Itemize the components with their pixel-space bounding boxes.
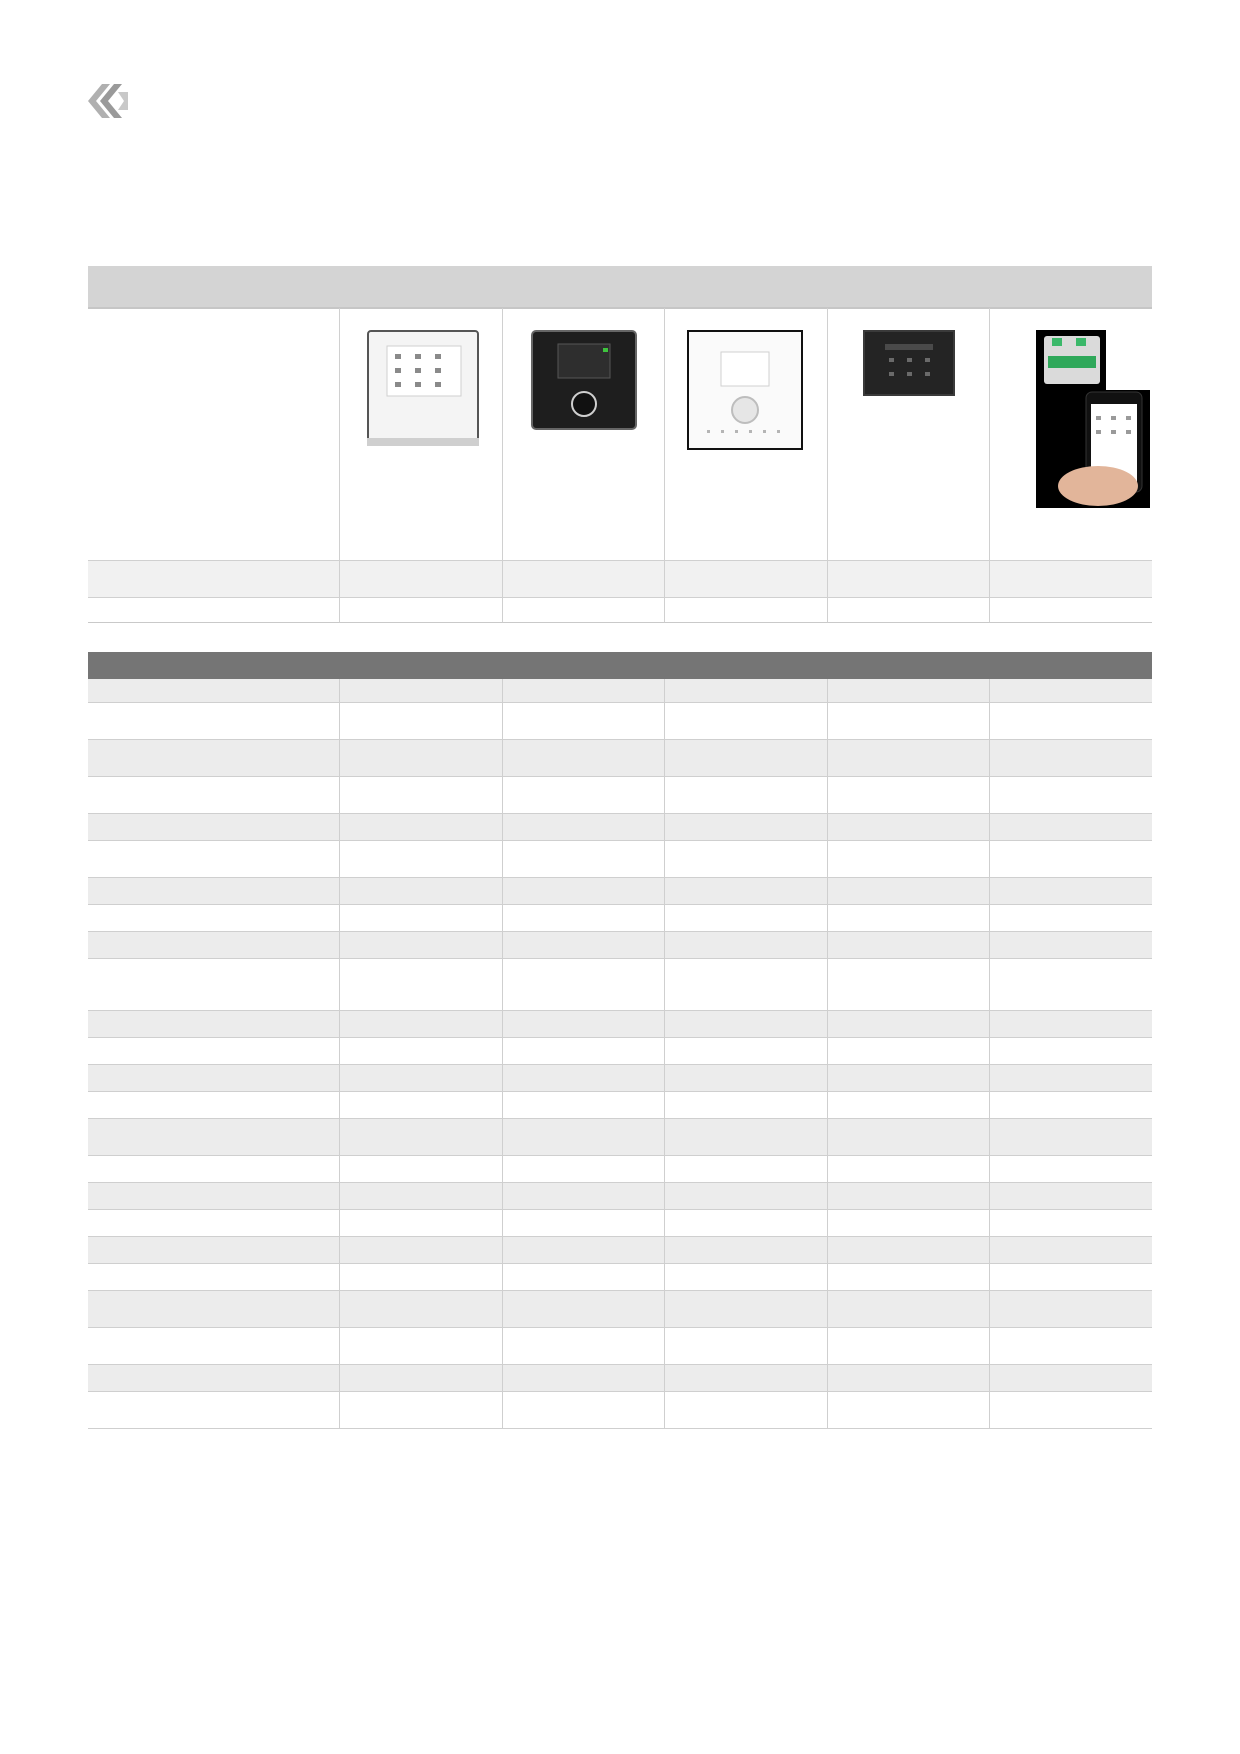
spec-cell [664, 1328, 827, 1365]
spec-cell [88, 1291, 339, 1328]
spec-cell [989, 1365, 1152, 1392]
spec-cell [827, 703, 990, 740]
spec-cell [989, 959, 1152, 1011]
spec-cell [989, 1065, 1152, 1092]
product-header-band [88, 266, 1152, 309]
spec-cell [502, 1011, 665, 1038]
spec-cell [502, 777, 665, 814]
spec-cell [502, 1264, 665, 1291]
spec-cell [502, 1183, 665, 1210]
spec-cell [989, 1237, 1152, 1264]
spec-cell [664, 1291, 827, 1328]
spec-cell [664, 777, 827, 814]
spec-cell [502, 1237, 665, 1264]
spec-cell [502, 679, 665, 703]
spec-cell [502, 959, 665, 1011]
spec-cell [989, 1119, 1152, 1156]
spec-cell [827, 679, 990, 703]
spec-cell [88, 1392, 339, 1429]
spec-cell [339, 932, 502, 959]
spec-cell [989, 679, 1152, 703]
spec-cell [502, 1119, 665, 1156]
spec-cell [664, 1092, 827, 1119]
meta-cell [989, 560, 1152, 597]
spec-cell [339, 1011, 502, 1038]
black-dial-panel-icon [531, 330, 637, 430]
spec-section-band [88, 652, 1152, 679]
spec-table [88, 679, 1152, 1429]
spec-cell [827, 814, 990, 841]
spec-cell [339, 1183, 502, 1210]
spec-cell [502, 1065, 665, 1092]
spec-cell [827, 1264, 990, 1291]
spec-cell [827, 1328, 990, 1365]
spec-cell [827, 1092, 990, 1119]
spec-cell [989, 1038, 1152, 1065]
meta-cell [664, 560, 827, 597]
spec-cell [339, 1038, 502, 1065]
spec-cell [88, 1011, 339, 1038]
meta-cell [502, 597, 665, 623]
spec-cell [88, 814, 339, 841]
meta-cell [502, 560, 665, 597]
spec-cell [502, 878, 665, 905]
spec-cell [502, 1092, 665, 1119]
spec-cell [339, 679, 502, 703]
spec-cell [827, 1065, 990, 1092]
meta-cell [88, 597, 339, 623]
spec-cell [88, 1365, 339, 1392]
spec-cell [989, 905, 1152, 932]
spec-cell [989, 841, 1152, 878]
spec-cell [827, 1365, 990, 1392]
spec-cell [502, 1365, 665, 1392]
spec-cell [502, 1392, 665, 1429]
spec-cell [827, 1210, 990, 1237]
meta-cell [827, 560, 990, 597]
spec-cell [339, 878, 502, 905]
spec-cell [989, 740, 1152, 777]
spec-cell [664, 1392, 827, 1429]
spec-cell [88, 841, 339, 878]
spec-cell [502, 703, 665, 740]
spec-cell [827, 740, 990, 777]
meta-cell [339, 597, 502, 623]
spec-cell [88, 959, 339, 1011]
meta-cell [989, 597, 1152, 623]
spec-cell [88, 1210, 339, 1237]
meta-cell [827, 597, 990, 623]
spec-cell [339, 1065, 502, 1092]
spec-cell [88, 878, 339, 905]
spec-cell [989, 1328, 1152, 1365]
spec-cell [989, 703, 1152, 740]
spec-cell [664, 1065, 827, 1092]
spec-cell [827, 932, 990, 959]
spec-cell [664, 1264, 827, 1291]
dark-display-panel-icon [863, 330, 955, 396]
spec-cell [88, 1065, 339, 1092]
spec-cell [664, 679, 827, 703]
product-cell-5 [989, 308, 1152, 560]
spec-cell [827, 841, 990, 878]
spec-cell [664, 703, 827, 740]
spec-cell [502, 740, 665, 777]
spec-cell [989, 932, 1152, 959]
spec-cell [989, 1291, 1152, 1328]
spec-cell [88, 777, 339, 814]
spec-cell [827, 1156, 990, 1183]
spec-cell [502, 1328, 665, 1365]
spec-cell [339, 740, 502, 777]
gateway-and-phone-icon [1036, 330, 1150, 508]
spec-cell [88, 1328, 339, 1365]
spec-cell [88, 932, 339, 959]
spec-cell [827, 1291, 990, 1328]
spec-cell [664, 878, 827, 905]
spec-cell [88, 905, 339, 932]
spec-cell [502, 932, 665, 959]
spec-cell [664, 814, 827, 841]
spec-cell [339, 1210, 502, 1237]
spec-cell [339, 841, 502, 878]
spec-cell [88, 1038, 339, 1065]
spec-cell [664, 1156, 827, 1183]
spec-cell [664, 1210, 827, 1237]
meta-cell [339, 560, 502, 597]
spec-cell [664, 959, 827, 1011]
spec-cell [989, 1264, 1152, 1291]
spec-cell [339, 1237, 502, 1264]
spec-cell [339, 905, 502, 932]
spec-cell [502, 1038, 665, 1065]
spec-cell [88, 1119, 339, 1156]
spec-cell [827, 1392, 990, 1429]
spec-cell [664, 1011, 827, 1038]
spec-cell [827, 878, 990, 905]
spec-cell [339, 1365, 502, 1392]
spec-cell [989, 1392, 1152, 1429]
spec-cell [989, 878, 1152, 905]
product-cell-3 [664, 308, 827, 560]
spec-cell [339, 1291, 502, 1328]
spec-cell [989, 777, 1152, 814]
spec-cell [827, 1038, 990, 1065]
spec-cell [989, 1210, 1152, 1237]
spec-cell [339, 1156, 502, 1183]
product-cell-2 [502, 308, 665, 560]
spec-cell [88, 1156, 339, 1183]
spec-cell [989, 1156, 1152, 1183]
spec-cell [339, 1392, 502, 1429]
spec-cell [339, 1264, 502, 1291]
spec-cell [664, 841, 827, 878]
spec-cell [664, 1183, 827, 1210]
spec-cell [88, 703, 339, 740]
spec-cell [502, 1291, 665, 1328]
spec-cell [664, 1119, 827, 1156]
spec-cell [989, 1092, 1152, 1119]
label-column-cell [88, 308, 339, 560]
white-dial-panel-icon [687, 330, 803, 450]
meta-cell [88, 560, 339, 597]
spec-cell [664, 932, 827, 959]
spec-cell [339, 959, 502, 1011]
product-grid [88, 308, 1152, 623]
spec-cell [664, 905, 827, 932]
spec-cell [339, 777, 502, 814]
spec-cell [827, 905, 990, 932]
spec-cell [88, 1092, 339, 1119]
spec-cell [502, 1210, 665, 1237]
spec-cell [989, 1011, 1152, 1038]
spec-cell [827, 959, 990, 1011]
meta-cell [664, 597, 827, 623]
spec-cell [502, 1156, 665, 1183]
spec-cell [88, 1237, 339, 1264]
spec-cell [827, 1011, 990, 1038]
spec-cell [88, 679, 339, 703]
spec-cell [339, 1328, 502, 1365]
spec-cell [664, 740, 827, 777]
spec-cell [502, 841, 665, 878]
spec-cell [664, 1038, 827, 1065]
spec-cell [88, 740, 339, 777]
spec-cell [502, 905, 665, 932]
spec-cell [664, 1237, 827, 1264]
spec-cell [88, 1264, 339, 1291]
spec-cell [827, 1183, 990, 1210]
spec-cell [339, 703, 502, 740]
spec-cell [989, 814, 1152, 841]
product-cell-1 [339, 308, 502, 560]
brand-logo-icon [88, 84, 128, 118]
spec-cell [827, 1237, 990, 1264]
spec-cell [88, 1183, 339, 1210]
white-touch-panel-icon [367, 330, 479, 446]
spec-cell [664, 1365, 827, 1392]
spec-cell [339, 1092, 502, 1119]
product-cell-4 [827, 308, 990, 560]
spec-cell [339, 814, 502, 841]
spec-cell [339, 1119, 502, 1156]
spec-cell [989, 1183, 1152, 1210]
spec-cell [827, 1119, 990, 1156]
spec-cell [502, 814, 665, 841]
spec-cell [827, 777, 990, 814]
